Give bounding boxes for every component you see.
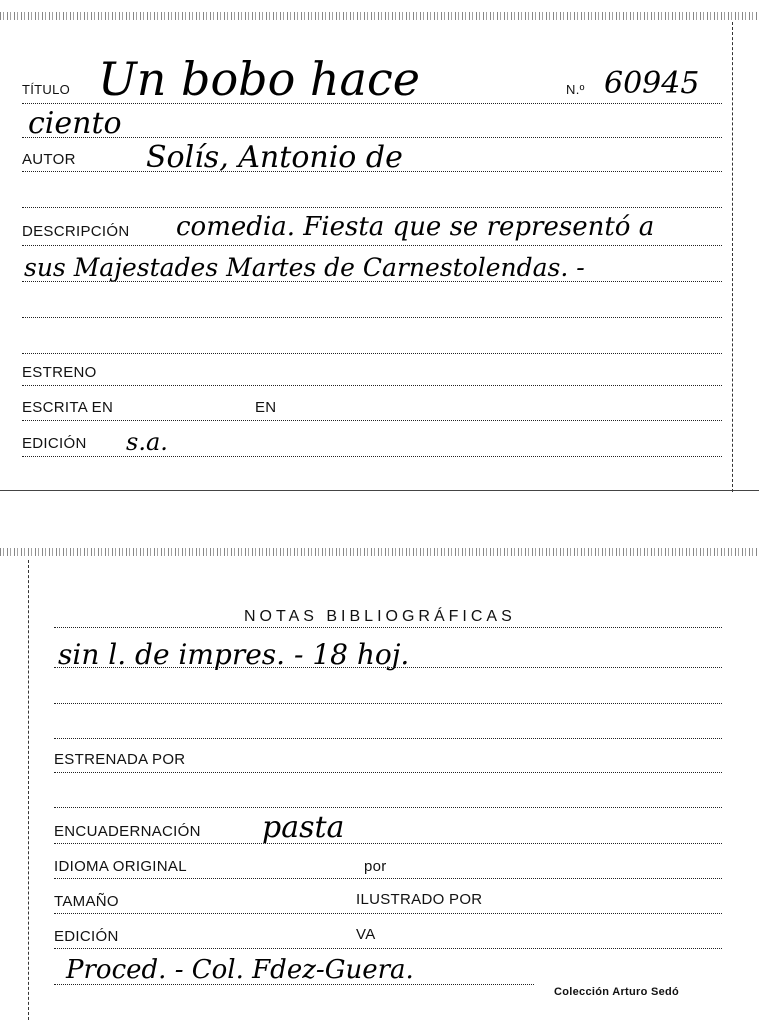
notas-line-3 — [54, 703, 722, 704]
notas-value: sin l. de impres. - 18 hoj. — [58, 638, 410, 671]
titulo-value: Un bobo hace — [98, 52, 420, 106]
encuadernacion-line — [54, 843, 722, 844]
edicion-value: s.a. — [126, 428, 168, 456]
edicion-line — [54, 948, 722, 949]
coleccion-stamp: Colección Arturo Sedó — [554, 986, 680, 998]
autor-value: Solís, Antonio de — [146, 140, 403, 175]
encuadernacion-label: ENCUADERNACIÓN — [54, 823, 201, 840]
proced-value: Proced. - Col. Fdez-Guera. — [66, 955, 414, 985]
proced-line — [54, 984, 534, 985]
autor-label: AUTOR — [22, 151, 76, 168]
titulo-label: TÍTULO — [22, 82, 71, 97]
descripcion-line-4 — [22, 353, 722, 354]
card-right-border — [732, 22, 733, 492]
titulo-line-2 — [22, 137, 722, 138]
edicion-line — [22, 456, 722, 457]
descripcion-value: comedia. Fiesta que se representó a — [176, 212, 655, 242]
titulo-line — [22, 103, 722, 104]
en-label: EN — [255, 399, 277, 416]
catalog-card-front — [0, 0, 759, 495]
idioma-label: IDIOMA ORIGINAL — [54, 858, 187, 875]
estrenada-line — [54, 772, 722, 773]
tamano-label: TAMAÑO — [54, 893, 119, 910]
estrenada-line-2 — [54, 807, 722, 808]
card-left-border — [28, 560, 29, 1020]
idioma-line — [54, 878, 722, 879]
estrenada-label: ESTRENADA POR — [54, 751, 186, 768]
escrita-label: ESCRITA EN — [22, 399, 114, 416]
descripcion-value-cont: sus Majestades Martes de Carnestolendas. - — [24, 253, 585, 282]
escrita-line — [22, 420, 722, 421]
notas-line-4 — [54, 738, 722, 739]
ilustrado-label: ILUSTRADO POR — [356, 891, 483, 908]
tamano-line — [54, 913, 722, 914]
descripcion-line-2 — [22, 281, 722, 282]
descripcion-line — [22, 245, 722, 246]
estreno-label: ESTRENO — [22, 364, 97, 381]
descripcion-label: DESCRIPCIÓN — [22, 223, 130, 240]
va-label: VA — [356, 926, 376, 943]
card-top-edge — [0, 12, 759, 20]
edicion-label: EDICIÓN — [54, 928, 119, 945]
por-label: por — [364, 858, 387, 875]
notas-heading: NOTAS BIBLIOGRÁFICAS — [244, 608, 516, 625]
catalog-card-back — [0, 540, 759, 1028]
edicion-label: EDICIÓN — [22, 435, 87, 452]
autor-line-2 — [22, 207, 722, 208]
estreno-line — [22, 385, 722, 386]
notas-line-2 — [54, 667, 722, 668]
card-top-edge — [0, 548, 759, 556]
notas-line — [54, 627, 722, 628]
titulo-value-cont: ciento — [28, 106, 122, 141]
autor-line — [22, 171, 722, 172]
numero-value: 60945 — [604, 66, 700, 101]
descripcion-line-3 — [22, 317, 722, 318]
numero-label: N.º — [566, 82, 585, 97]
card-bottom-border — [0, 490, 759, 491]
encuadernacion-value: pasta — [262, 810, 345, 845]
